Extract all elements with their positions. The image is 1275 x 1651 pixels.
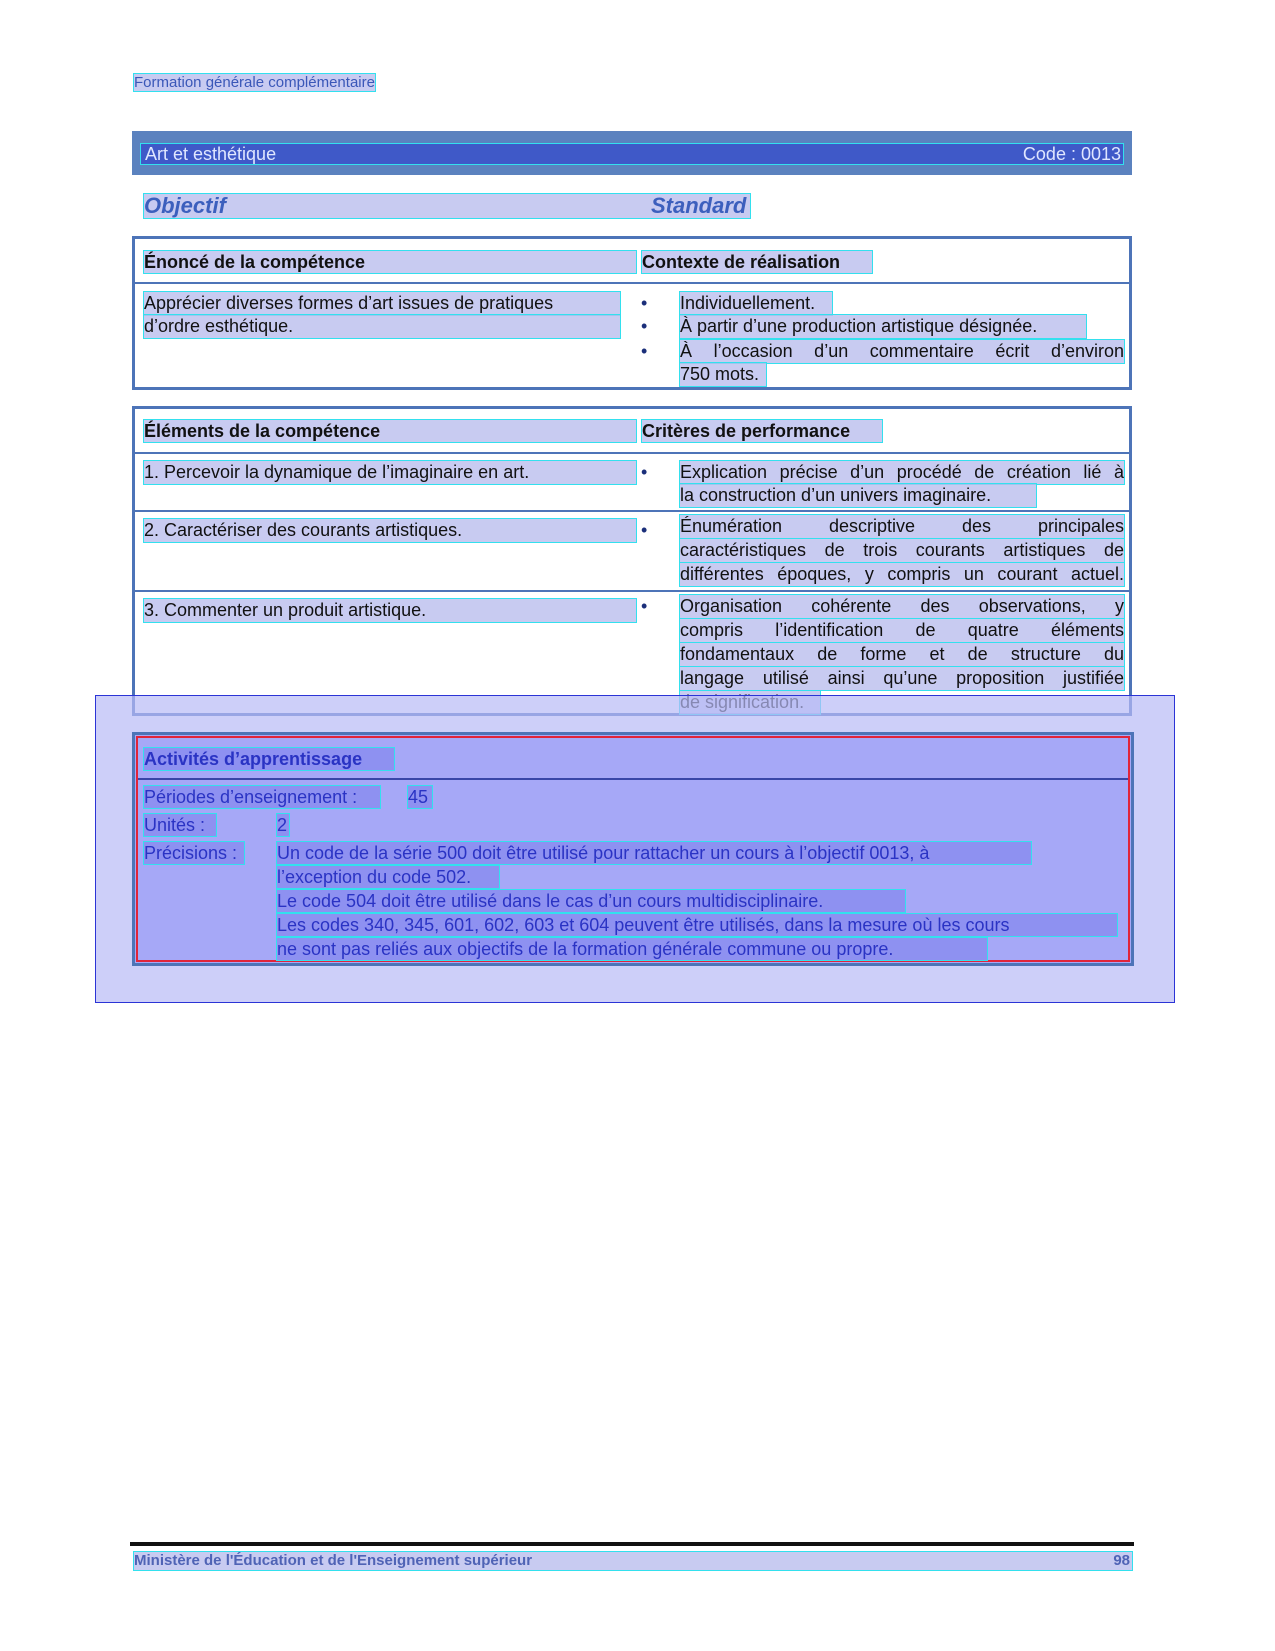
competence-statement: Apprécier diverses formes d’art issues de pratiques (144, 292, 620, 315)
periods-value: 45 (408, 786, 432, 808)
footer-ministry: Ministère de l'Éducation et de l'Enseignement supérieur (134, 1552, 533, 1569)
criterion-line: différentes époques, y compris un courant actuel. (680, 564, 1124, 584)
context-item: Individuellement. (680, 292, 832, 315)
bullet-icon: • (641, 293, 648, 313)
criterion-line: la construction d’un univers imaginaire. (680, 484, 1036, 507)
element-item: 1. Percevoir la dynamique de l’imaginaire en art. (144, 461, 636, 484)
precision-line: l’exception du code 502. (277, 866, 499, 888)
element-item: 2. Caractériser des courants artistiques. (144, 519, 636, 542)
criterion-line: caractéristiques de trois courants artistiques de (680, 540, 1124, 560)
criteria-header: Critères de performance (642, 420, 882, 442)
element-item: 3. Commenter un produit artistique. (144, 599, 636, 622)
course-title: Art et esthétique (145, 144, 277, 164)
precision-line: ne sont pas reliés aux objectifs de la formation générale commune ou propre. (277, 938, 987, 960)
criterion-line: Organisation cohérente des observations, y (680, 596, 1124, 616)
activities-divider (138, 778, 1128, 780)
bullet-icon: • (641, 520, 648, 540)
table-divider (135, 510, 1129, 512)
context-item: À partir d’une production artistique désignée. (680, 315, 1086, 338)
page-number: 98 (1113, 1552, 1130, 1569)
precision-line: Les codes 340, 345, 601, 602, 603 et 604 peuvent être utilisés, dans la mesure où les cours (277, 914, 1117, 936)
criterion-line: fondamentaux de forme et de structure du (680, 644, 1124, 664)
context-item: À l’occasion d’un commentaire écrit d’environ (680, 341, 1124, 361)
bullet-icon: • (641, 462, 648, 482)
activities-title: Activités d’apprentissage (144, 748, 394, 770)
units-value: 2 (277, 815, 288, 835)
footer (134, 1552, 1132, 1570)
footer-rule (130, 1542, 1134, 1546)
table-divider (135, 282, 1129, 284)
units-label: Unités : (144, 814, 216, 836)
criterion-line: Énumération descriptive des principales (680, 516, 1124, 536)
periods-label: Périodes d’enseignement : (144, 786, 380, 808)
standard-heading: Standard (651, 193, 747, 218)
context-header: Contexte de réalisation (642, 251, 872, 273)
precisions-label: Précisions : (144, 842, 244, 864)
statement-header: Énoncé de la compétence (144, 251, 636, 273)
precision-line: Le code 504 doit être utilisé dans le cas d’un cours multidisciplinaire. (277, 890, 905, 912)
context-item: 750 mots. (680, 363, 766, 386)
table-divider (135, 452, 1129, 454)
objective-heading: Objectif Standard (144, 194, 750, 218)
title-bar (132, 131, 1132, 175)
running-header: Formation générale complémentaire (134, 74, 375, 91)
course-code: Code : 0013 (1022, 144, 1121, 164)
criterion-line: compris l’identification de quatre éléments (680, 620, 1124, 640)
precision-line: Un code de la série 500 doit être utilisé pour rattacher un cours à l’objectif 0013, à (277, 842, 1031, 864)
bullet-icon: • (641, 341, 648, 361)
bullet-icon: • (641, 596, 648, 616)
bullet-icon: • (641, 316, 648, 336)
criterion-line: Explication précise d’un procédé de création lié à (680, 462, 1124, 482)
competence-statement: d’ordre esthétique. (144, 315, 620, 338)
criterion-line: langage utilisé ainsi qu’une proposition justifiée (680, 668, 1124, 688)
elements-header: Éléments de la compétence (144, 420, 636, 442)
table-divider (135, 590, 1129, 592)
